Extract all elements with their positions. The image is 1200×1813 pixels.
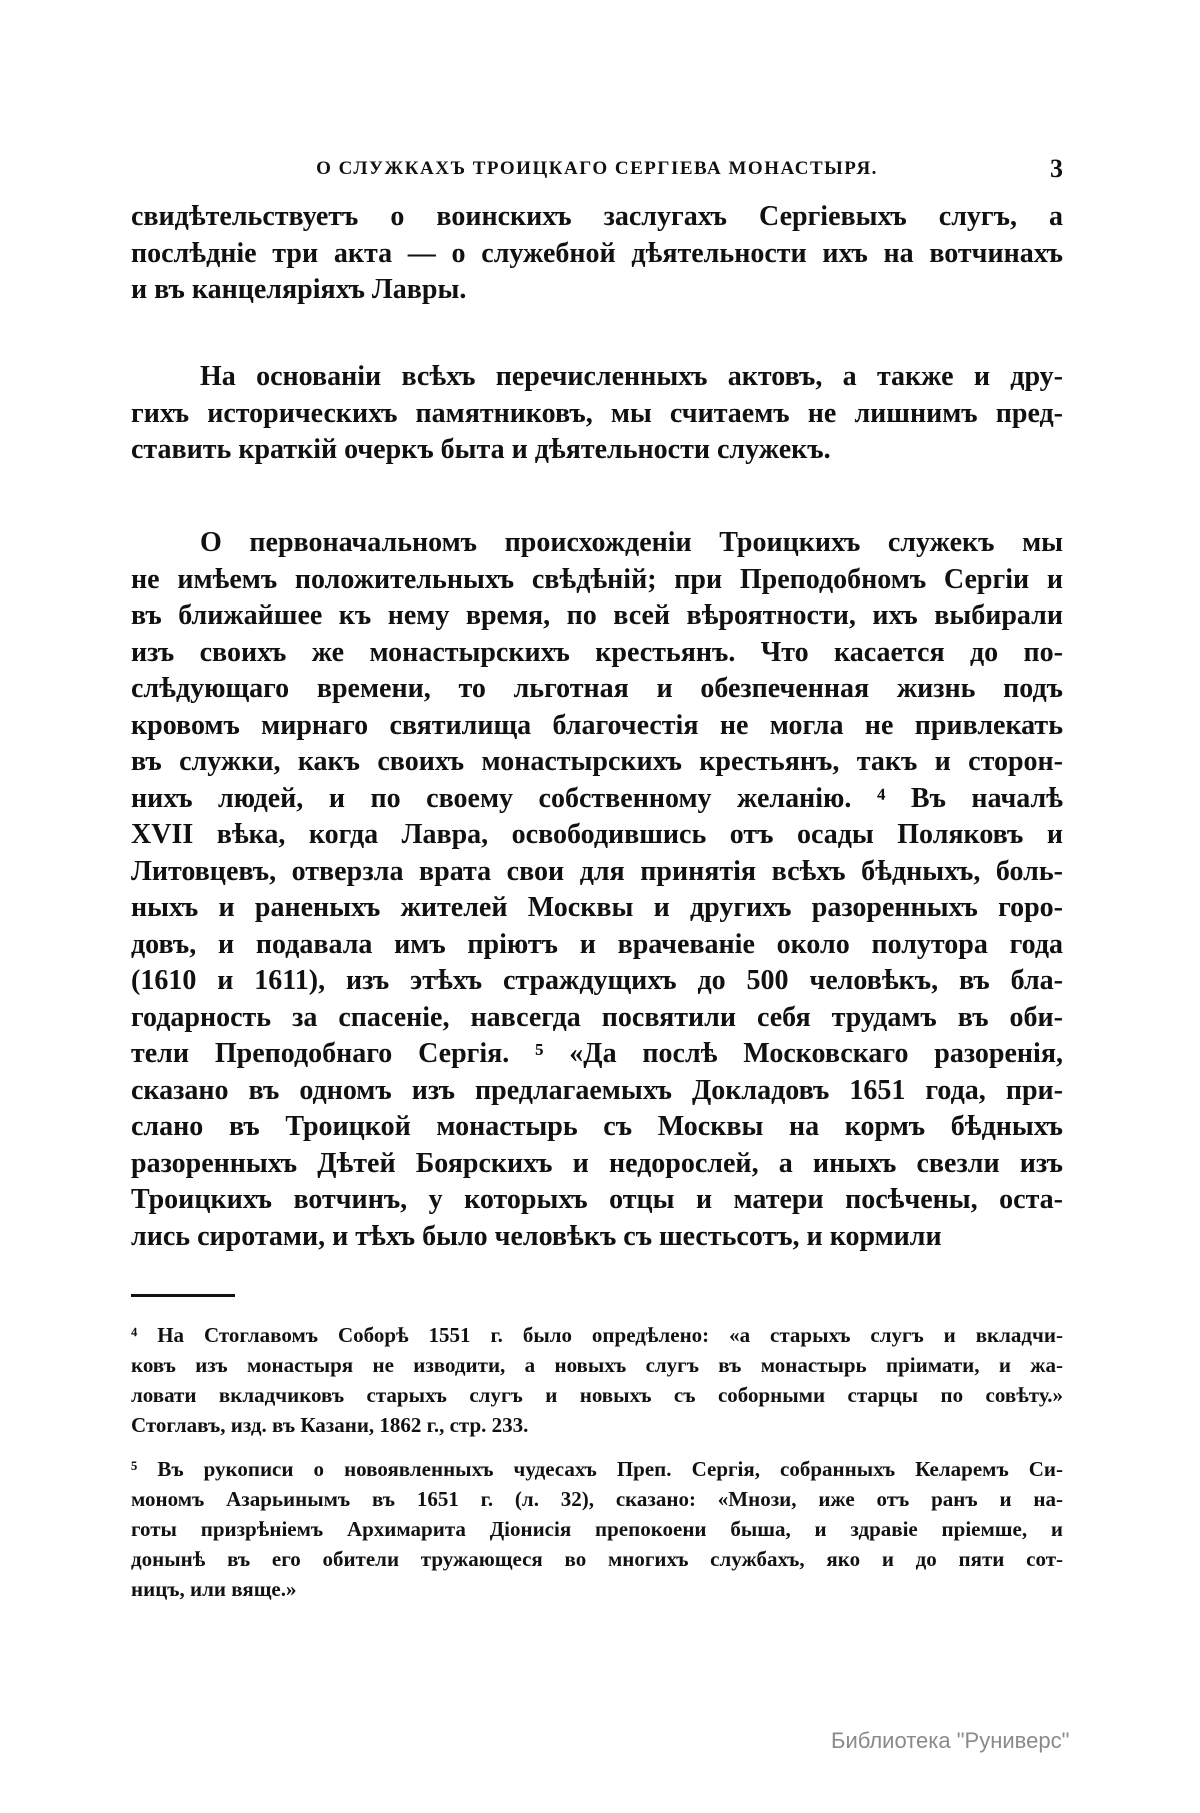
- text-line: послѣдніе три акта — о служебной дѣятельности ихъ на вотчинахъ: [131, 237, 1063, 269]
- footnote: [131, 1320, 1063, 1440]
- text-line: мономъ Азарьинымъ въ 1651 г. (л. 32), сказано: «Мнози, иже отъ ранъ и на-: [131, 1487, 1063, 1511]
- text-line: разоренныхъ Дѣтей Боярскихъ и недорослей, а иныхъ свезли изъ: [131, 1147, 1063, 1179]
- text-line: нихъ людей, и по своему собственному желанію. ⁴ Въ началѣ: [131, 782, 1063, 814]
- text-line: довъ, и подавала имъ пріютъ и врачеваніе около полутора года: [131, 928, 1063, 960]
- text-line: и въ канцеляріяхъ Лавры.: [131, 274, 467, 305]
- text-line: ловати вкладчиковъ старыхъ слугъ и новыхъ съ соборными старцы по совѣту.»: [131, 1383, 1063, 1407]
- text-line: кровомъ мирнаго святилища благочестія не могла не привлекать: [131, 709, 1063, 741]
- running-title: О СЛУЖКАХЪ ТРОИЦКАГО СЕРГІЕВА МОНАСТЫРЯ.: [316, 158, 878, 179]
- text-line: ⁵ Въ рукописи о новоявленныхъ чудесахъ Преп. Сергія, собранныхъ Келаремъ Си-: [131, 1457, 1063, 1481]
- body-paragraph: [131, 359, 1063, 469]
- page-header: [131, 152, 1063, 186]
- footnote-divider: [131, 1294, 235, 1297]
- text-line: въ служки, какъ своихъ монастырскихъ крестьянъ, такъ и сторон-: [131, 746, 1063, 777]
- text-line: не имѣемъ положительныхъ свѣдѣній; при Преподобномъ Сергіи и: [131, 563, 1063, 595]
- text-line: сказано въ одномъ изъ предлагаемыхъ Докладовъ 1651 года, при-: [131, 1074, 1063, 1106]
- text-line: На основаніи всѣхъ перечисленныхъ актовъ, а также и дру-: [200, 361, 1063, 392]
- text-line: ⁴ На Стоглавомъ Соборѣ 1551 г. было опредѣлено: «а старыхъ слугъ и вкладчи-: [131, 1323, 1063, 1347]
- text-line: въ ближайшее къ нему время, по всей вѣроятности, ихъ выбирали: [131, 600, 1063, 631]
- text-line: слано въ Троицкой монастырь съ Москвы на кормъ бѣдныхъ: [131, 1111, 1063, 1142]
- text-line: ковъ изъ монастыря не изводити, а новыхъ слугъ въ монастырь пріимати, и жа-: [131, 1353, 1063, 1377]
- text-line: слѣдующаго времени, то льготная и обезпеченная жизнь подъ: [131, 673, 1063, 704]
- text-line: О первоначальномъ происхожденіи Троицкихъ служекъ мы: [200, 527, 1063, 558]
- text-line: изъ своихъ же монастырскихъ крестьянъ. Что касается до по-: [131, 636, 1063, 668]
- text-line: ницъ, или вяще.»: [131, 1577, 297, 1601]
- text-line: (1610 и 1611), изъ этѣхъ страждущихъ до 500 человѣкъ, въ бла-: [131, 965, 1063, 996]
- body-paragraph: [131, 525, 1063, 1255]
- text-line: гихъ историческихъ памятниковъ, мы считаемъ не лишнимъ пред-: [131, 397, 1063, 429]
- body-paragraph: [131, 199, 1063, 309]
- library-watermark: Библиотека "Руниверс": [831, 1728, 1070, 1753]
- text-line: тели Преподобнаго Сергія. ⁵ «Да послѣ Московскаго разоренія,: [131, 1038, 1063, 1069]
- text-line: готы призрѣніемъ Архимарита Діонисія препокоени быша, и здравіе пріемше, и: [131, 1517, 1063, 1541]
- text-line: донынѣ въ его обители тружающеся во многихъ службахъ, яко и до пяти сот-: [131, 1547, 1063, 1571]
- text-line: ныхъ и раненыхъ жителей Москвы и другихъ разоренныхъ горо-: [131, 892, 1063, 923]
- footnote: [131, 1454, 1063, 1604]
- text-line: XVII вѣка, когда Лавра, освободившись отъ осады Поляковъ и: [131, 819, 1063, 850]
- text-line: Литовцевъ, отверзла врата свои для принятія всѣхъ бѣдныхъ, боль-: [131, 855, 1063, 887]
- text-line: лись сиротами, и тѣхъ было человѣкъ съ шестьсотъ, и кормили: [131, 1220, 942, 1252]
- text-line: годарность за спасеніе, навсегда посвятили себя трудамъ въ оби-: [131, 1001, 1063, 1033]
- text-line: Троицкихъ вотчинъ, у которыхъ отцы и матери посѣчены, оста-: [131, 1184, 1063, 1215]
- text-line: свидѣтельствуетъ о воинскихъ заслугахъ Сергіевыхъ слугъ, а: [131, 201, 1063, 232]
- text-line: Стоглавъ, изд. въ Казани, 1862 г., стр. 233.: [131, 1413, 529, 1437]
- text-line: ставить краткій очеркъ быта и дѣятельности служекъ.: [131, 434, 831, 465]
- page-number: 3: [1050, 154, 1063, 183]
